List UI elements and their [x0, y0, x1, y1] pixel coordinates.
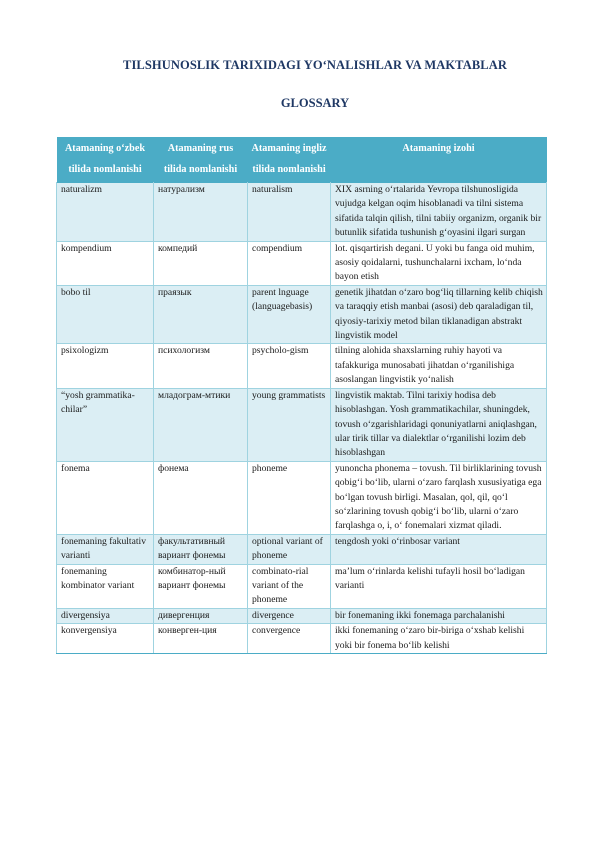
document-title: TILSHUNOSLIK TARIXIDAGI YO‘NALISHLAR VA MAKTABLAR: [123, 58, 507, 72]
term-uzbek: psixologizm: [57, 344, 154, 388]
term-english: compendium: [248, 241, 331, 285]
term-uzbek: konvergensiya: [57, 624, 154, 654]
term-russian: компедий: [154, 241, 248, 285]
term-russian: психологизм: [154, 344, 248, 388]
table-row: [57, 624, 547, 654]
term-english: psycholo-gism: [248, 344, 331, 388]
term-uzbek: naturalizm: [57, 183, 154, 242]
table-row: [57, 183, 547, 242]
term-english: young grammatists: [248, 388, 331, 461]
term-definition: tengdosh yoki o‘rinbosar variant: [331, 534, 547, 564]
table-row: [57, 285, 547, 344]
term-definition: ma’lum o‘rinlarda kelishi tufayli hosil bo‘ladigan varianti: [331, 564, 547, 608]
term-english: parent lnguage (languagebasis): [248, 285, 331, 344]
term-uzbek: fonemaning fakultativ varianti: [57, 534, 154, 564]
term-definition: bir fonemaning ikki fonemaga parchalanishi: [331, 608, 547, 623]
term-uzbek: bobo til: [57, 285, 154, 344]
term-uzbek: fonema: [57, 461, 154, 534]
document-subtitle: GLOSSARY: [280, 96, 350, 110]
table-row: [57, 241, 547, 285]
term-uzbek: divergensiya: [57, 608, 154, 623]
term-definition: yunoncha phonema – tovush. Til birliklarining tovush qobig‘i bo‘lib, ularni o‘zaro farqlash xususiyatiga ega bo‘lgan tovush birligi. Masalan, qol, qil, qo‘l so‘zlarining tovush qobig‘i bo‘lib, ularni o‘zaro farqlashga o, i, o‘ fonemalari xizmat qiladi.: [331, 461, 547, 534]
term-russian: младограм-мтики: [154, 388, 248, 461]
header-definition: Atamaning izohi: [331, 137, 547, 183]
term-russian: фонема: [154, 461, 248, 534]
header-russian: Atamaning rus tilida nomlanishi: [154, 137, 248, 183]
term-uzbek: “yosh grammatika-chilar”: [57, 388, 154, 461]
term-definition: genetik jihatdan o‘zaro bog‘liq tillarning kelib chiqish va taraqqiy etish manbai (asosi) deb qaraladigan til, qiyosiy-tarixiy metod bilan tiklanadigan abstrakt lingvistik model: [331, 285, 547, 344]
term-definition: ikki fonemaning o‘zaro bir-biriga o‘xshab kelishi yoki bir fonema bo‘lib kelishi: [331, 624, 547, 654]
term-definition: lingvistik maktab. Tilni tarixiy hodisa deb hisoblashgan. Yosh grammatikachilar, shuningdek, tovush o‘zgarishlaridagi qonuniyatlarni aniqlashgan, ular tirik tillar va dialektlar o‘rganilishi lozim deb hisoblashgan: [331, 388, 547, 461]
table-row: [57, 534, 547, 564]
table-row: [57, 344, 547, 388]
term-definition: tilning alohida shaxslarning ruhiy hayoti va tafakkuriga munosabati jihatdan o‘rganilishiga asoslangan lingvistik yo‘nalish: [331, 344, 547, 388]
term-english: naturalism: [248, 183, 331, 242]
table-header-row: [57, 137, 547, 183]
term-english: combinato-rial variant of the phoneme: [248, 564, 331, 608]
table-row: [57, 564, 547, 608]
term-russian: конверген-ция: [154, 624, 248, 654]
table-row: [57, 388, 547, 461]
term-russian: факультативный вариант фонемы: [154, 534, 248, 564]
glossary-table: [56, 137, 547, 654]
term-russian: комбинатор-ный вариант фонемы: [154, 564, 248, 608]
term-russian: дивергенция: [154, 608, 248, 623]
table-row: [57, 608, 547, 623]
term-english: optional variant of phoneme: [248, 534, 331, 564]
term-russian: праязык: [154, 285, 248, 344]
term-definition: lot. qisqartirish degani. U yoki bu fanga oid muhim, asosiy qoidalarni, tushunchalarni ixcham, lo‘nda bayon etish: [331, 241, 547, 285]
term-definition: XIX asrning o‘rtalarida Yevropa tilshunosligida vujudga kelgan oqim hisoblanadi va tilni sistema sifatida talqin qilish, tilni tabiiy organizm, organik bir butunlik sifatida tushunish g‘oyasini ilgari surgan: [331, 183, 547, 242]
term-english: divergence: [248, 608, 331, 623]
term-english: phoneme: [248, 461, 331, 534]
header-english: Atamaning ingliz tilida nomlanishi: [248, 137, 331, 183]
term-english: convergence: [248, 624, 331, 654]
header-uzbek: Atamaning o‘zbek tilida nomlanishi: [57, 137, 154, 183]
term-uzbek: kompendium: [57, 241, 154, 285]
term-russian: натурализм: [154, 183, 248, 242]
term-uzbek: fonemaning kombinator variant: [57, 564, 154, 608]
table-row: [57, 461, 547, 534]
